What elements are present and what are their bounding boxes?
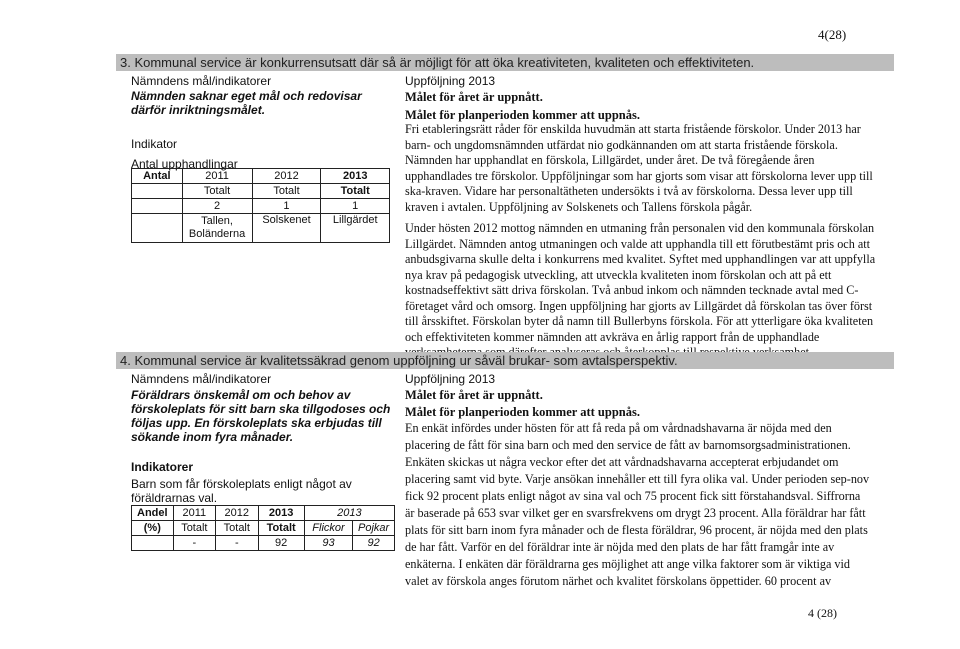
table-cell: 2012: [252, 169, 321, 184]
page-number-top: 4(28): [818, 27, 847, 42]
text-line: upphandlades tre förskolor. Uppföljningar som har gjorts som visar att förskolorna lever upp till: [405, 168, 873, 183]
table-cell: Andel: [132, 506, 174, 521]
text-line: plats för sitt barn inom fyra månader och de flesta föräldrar, 96 procent, är nöjda med den plats: [405, 523, 868, 537]
s4-followup-label: Uppföljning 2013: [405, 372, 496, 386]
text-line: förskoleplats för sitt barn ska tillgodoses och: [131, 402, 391, 416]
table-cell: Totalt: [182, 184, 252, 199]
text-line: Fri etableringsrätt råder för enskilda huvudmän att starta fristående förskolor. Under 2013 har: [405, 122, 861, 136]
table-cell: Flickor: [304, 521, 352, 536]
s4-period-goal: Målet för planperioden kommer att uppnås.: [405, 405, 640, 419]
table-cell: [132, 199, 183, 214]
table-row: [132, 521, 395, 536]
table-cell: 92: [258, 536, 304, 551]
s4-indicator-text: [131, 477, 391, 505]
table-row: [132, 536, 395, 551]
table-cell: Totalt: [173, 521, 215, 536]
text-line: kostnadseffektivt sätt driva förskolan. Två anbud inkom och nämnden tecknade avtal med C-: [405, 283, 859, 297]
table-cell: 2013: [321, 169, 390, 184]
table-cell: [132, 536, 174, 551]
text-line: Barn som får förskoleplats enligt något av: [131, 477, 352, 491]
s4-indicators-label: Indikatorer: [131, 460, 194, 474]
table-cell: 2011: [182, 169, 252, 184]
table-row: [132, 214, 390, 243]
s4-goal-text: [131, 388, 391, 444]
text-line: enkäterna. I enkäten där föräldrarna ges möjlighet att ange vilka faktorer som är viktiga vid: [405, 557, 851, 571]
text-line: valet av förskola anges förutom närhet och kvalitet förskolans öppettider. 60 procent av: [405, 574, 832, 588]
table-cell: -: [216, 536, 258, 551]
table-cell: Totalt: [258, 521, 304, 536]
table-cell: 2011: [173, 506, 215, 521]
text-line: och effektiviteten kommer nämnden att avkräva en årlig rapport från de upphandlade: [405, 329, 820, 344]
s3-goal-text: Nämnden saknar eget mål och redovisar därför inriktningsmålet.: [131, 89, 362, 117]
table-cell: [132, 214, 183, 243]
text-line: är baserade på 653 svar vilket ger en svarsfrekvens om drygt 23 procent. Alla föräldrar har fått: [405, 506, 866, 520]
table-cell: 2: [182, 199, 252, 214]
table-cell: Tallen, Boländerna: [182, 214, 252, 243]
text-line: följas upp. En förskoleplats ska erbjudas till: [131, 416, 382, 430]
text-line: kraven i avtalen. Uppföljning av Solskenets och Tallens förskola pågår.: [405, 199, 753, 214]
s4-paragraph: [405, 420, 895, 590]
table-cell: 2012: [216, 506, 258, 521]
table-cell: 2013: [304, 506, 394, 521]
s3-goal-label: Nämndens mål/indikatorer: [131, 74, 272, 88]
table-row: [132, 199, 390, 214]
table-cell: [132, 184, 183, 199]
s3-indicator-text: Antal upphandlingar: [131, 157, 238, 171]
section-4-banner: 4. Kommunal service är kvalitetssäkrad genom uppföljning ur såväl brukar- som avtalsperspektiv.: [116, 352, 894, 369]
table-cell: 1: [252, 199, 321, 214]
table-row: [132, 506, 395, 521]
table-cell: Lillgärdet: [321, 214, 390, 243]
text-line: Nämnden har upphandlat en förskola, Lillgärdet, under året. De två föregående åren: [405, 153, 815, 167]
text-line: fick 92 procent plats enligt något av sina val och 75 procent fick sitt förstahandsval. Siffrorna: [405, 489, 861, 503]
text-line: En enkät infördes under hösten för att få reda på om vårdnadshavarna är nöjda med den: [405, 421, 832, 435]
s3-followup-label: Uppföljning 2013: [405, 74, 496, 88]
table-cell: 93: [304, 536, 352, 551]
s4-year-goal: Målet för året är uppnått.: [405, 388, 543, 402]
table-cell: 2013: [258, 506, 304, 521]
text-line: Lillgärdet. Nämnden antog utmaningen och valde att upphandla till ett förutbestämt pris och att: [405, 236, 871, 251]
text-line: sökande inom fyra månader.: [131, 430, 294, 444]
text-line: nya krav på pedagogisk utveckling, att utveckla kvaliteten inom förskolan och att på ett: [405, 267, 832, 282]
table-row: [132, 184, 390, 199]
table-row: [132, 169, 390, 184]
page-number-bottom: 4 (28): [808, 606, 837, 620]
text-line: Föräldrars önskemål om och behov av: [131, 388, 351, 402]
text-line: barn- och ungdomsnämnden utfärdat nio godkännanden om att starta fristående förskola.: [405, 137, 838, 152]
s3-period-goal: Målet för planperioden kommer att uppnås.: [405, 108, 640, 122]
text-line: placering samt vid byte. Varje ansökan innehåller ett till fyra olika val. Under perioden sep-nov: [405, 472, 870, 486]
table-cell: Totalt: [252, 184, 321, 199]
s4-placement-table: [131, 505, 395, 551]
table-cell: Solskenet: [252, 214, 321, 243]
table-cell: 1: [321, 199, 390, 214]
s3-year-goal: Målet för året är uppnått.: [405, 90, 543, 104]
table-cell: Totalt: [321, 184, 390, 199]
table-cell: Totalt: [216, 521, 258, 536]
table-cell: -: [173, 536, 215, 551]
s3-indicator-label: Indikator: [131, 137, 178, 151]
text-line: Under hösten 2012 mottog nämnden en utmaning från personalen vid den kommunala förskolan: [405, 221, 875, 235]
table-cell: Pojkar: [353, 521, 395, 536]
text-line: de har fått. Varför en del föräldrar inte är nöjda med den plats de har fått framgår inte av: [405, 540, 835, 554]
text-line: placering de fått för sina barn och med den service de fått av barnomsorgsadministrationen.: [405, 438, 851, 452]
s3-paragraph-1: [405, 122, 895, 215]
text-line: anbudsgivarna skulle delta i konkurrens med kvalitet. Syftet med upphandlingen var att uppfylla: [405, 252, 876, 266]
table-cell: 92: [353, 536, 395, 551]
s3-procurement-table: [131, 168, 390, 243]
text-line: ska-kraven. Vidare har personaltätheten undersökts i två av förskolorna. Dessa lever upp till: [405, 184, 853, 198]
section-3-banner: 3. Kommunal service är konkurrensutsatt där så är möjligt för att öka kreativiteten, kvaliteten och effektiviteten.: [116, 54, 894, 71]
text-line: Enkäten skickas ut några veckor efter det att vårdnadshavarna accepterat erbjudandet om: [405, 455, 839, 469]
table-cell: (%): [132, 521, 174, 536]
text-line: föräldrarnas val.: [131, 491, 218, 505]
text-line: företaget vård och omsorg. Ingen uppföljning har gjorts av Lillgärdet då förskolan tas över först: [405, 298, 873, 313]
s4-goal-label: Nämndens mål/indikatorer: [131, 372, 272, 386]
text-line: till årsskiftet. Förskolan byter då namn till Bullerbyns förskola. För att ytterligare öka kvaliteten: [405, 314, 874, 328]
s3-paragraph-2: [405, 221, 895, 361]
table-cell: Antal: [132, 169, 183, 184]
